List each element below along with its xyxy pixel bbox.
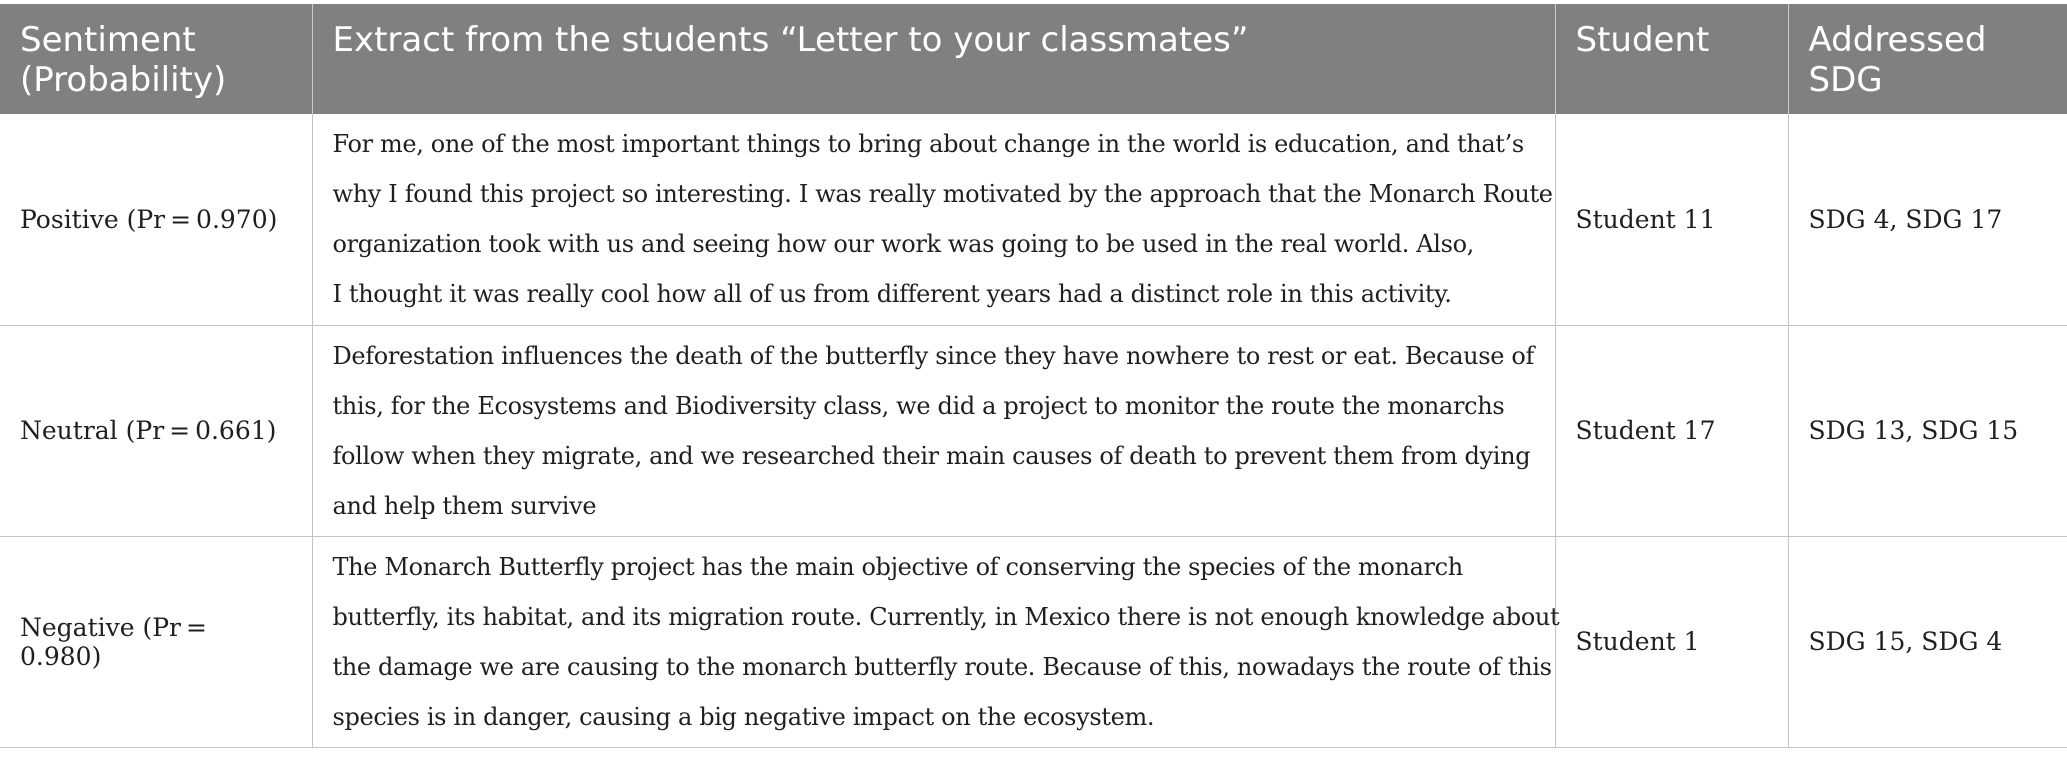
- extract-line: Deforestation influences the death of the butterfly since they have nowhere to rest or eat. Because of: [332, 341, 1535, 370]
- extract-line: organization took with us and seeing how our work was going to be used in the real world. Also,: [332, 230, 1474, 259]
- extract-line: For me, one of the most important things to bring about change in the world is education, and that’s: [332, 130, 1524, 159]
- header-extract: Extract from the students “Letter to your classmates”: [312, 4, 1555, 114]
- sdg-cell: SDG 4, SDG 17: [1788, 114, 2067, 325]
- sdg-cell: SDG 13, SDG 15: [1788, 325, 2067, 536]
- sentiment-cell: Positive (Pr = 0.970): [0, 114, 312, 325]
- student-cell: Student 17: [1555, 325, 1788, 536]
- table-row: [0, 114, 2067, 325]
- extract-line: this, for the Ecosystems and Biodiversity class, we did a project to monitor the route the monarchs: [332, 391, 1505, 420]
- header-sentiment-line-2: (Probability): [20, 60, 227, 100]
- extract-line: and help them survive: [332, 491, 597, 520]
- header-sentiment: [0, 4, 312, 114]
- student-cell: Student 1: [1555, 536, 1788, 747]
- extract-line: I thought it was really cool how all of us from different years had a distinct role in this activity.: [332, 280, 1452, 309]
- header-sentiment-line-1: Sentiment: [20, 20, 196, 60]
- extract-line: the damage we are causing to the monarch butterfly route. Because of this, nowadays the route of this: [332, 652, 1552, 681]
- extract-line: butterfly, its habitat, and its migration route. Currently, in Mexico there is not enough knowledge about: [332, 602, 1560, 631]
- extract-line: follow when they migrate, and we researched their main causes of death to prevent them from dying: [332, 441, 1531, 470]
- table-row: [0, 536, 2067, 747]
- extract-line: species is in danger, causing a big negative impact on the ecosystem.: [332, 702, 1155, 731]
- extract-cell: [312, 536, 1560, 747]
- header-sdg: [1788, 4, 2067, 114]
- extract-line: why I found this project so interesting. I was really motivated by the approach that the Monarch Route: [332, 180, 1553, 209]
- header-sdg-line-1: Addressed: [1808, 20, 1987, 60]
- header-row: [0, 4, 2067, 114]
- sentiment-table: [0, 4, 2067, 748]
- header-sdg-line-2: SDG: [1808, 60, 1883, 100]
- header-student: Student: [1555, 4, 1788, 114]
- table-row: [0, 325, 2067, 536]
- extract-cell: [312, 114, 1555, 325]
- extract-line: The Monarch Butterfly project has the main objective of conserving the species of the monarch: [332, 552, 1463, 581]
- extract-cell: [312, 325, 1555, 536]
- sentiment-cell: Negative (Pr = 0.980): [0, 536, 312, 747]
- sentiment-cell: Neutral (Pr = 0.661): [0, 325, 312, 536]
- student-cell: Student 11: [1555, 114, 1788, 325]
- sdg-cell: SDG 15, SDG 4: [1788, 536, 2067, 747]
